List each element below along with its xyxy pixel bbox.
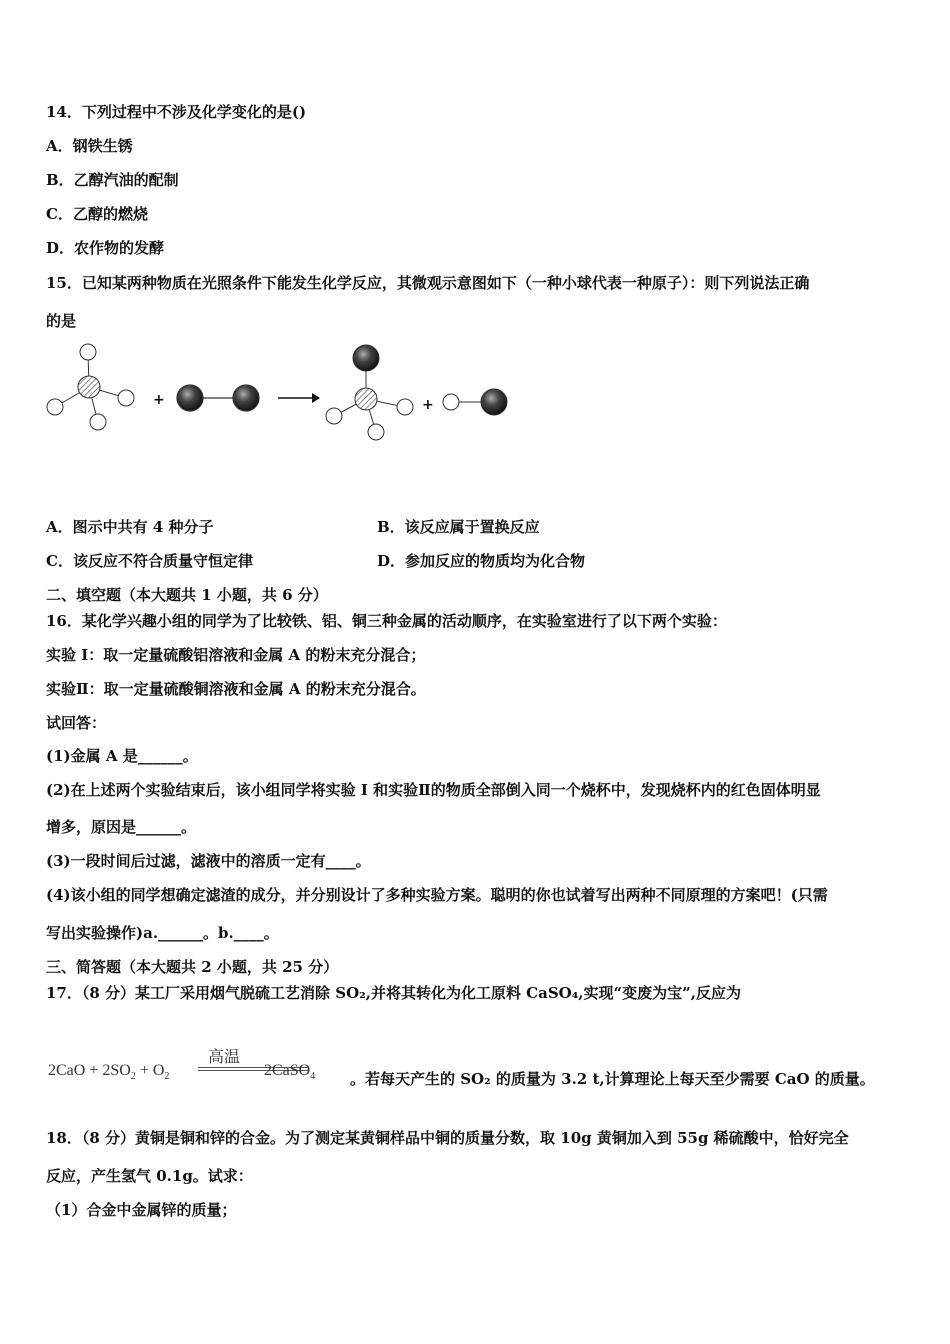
q17-tail: 。若每天产生的 SO₂ 的质量为 3.2 t,计算理论上每天至少需要 CaO 的质量。 (350, 1070, 875, 1088)
reactant-molecule-2 (177, 385, 259, 411)
q16-sub2-line2: 增多，原因是______。 (46, 818, 197, 836)
q16-sub1: (1)金属 A 是______。 (46, 747, 198, 765)
q15-option-d: D．参加反应的物质均为化合物 (377, 552, 586, 570)
q14-option-a: A．钢铁生锈 (46, 137, 133, 155)
q15-option-b: B．该反应属于置换反应 (377, 518, 540, 536)
q16-try: 试回答： (46, 714, 107, 732)
q18-stem-line2: 反应，产生氢气 0.1g。试求： (46, 1167, 253, 1185)
equation-lhs: $2CaO + 2SO_2 + O_2$ (48, 1062, 170, 1083)
reactant-molecule-1 (47, 344, 134, 430)
q17-stem: 17．（8 分）某工厂采用烟气脱硫工艺消除 SO₂,并将其转化为化工原料 CaSO₄,实现“变废为宝”,反应为 (46, 984, 741, 1002)
q15-option-c: C．该反应不符合质量守恒定律 (46, 552, 253, 570)
q14-option-c: C．乙醇的燃烧 (46, 205, 148, 223)
q15-option-a: A．图示中共有 4 种分子 (46, 518, 214, 536)
section3-heading: 三、简答题（本大题共 2 小题，共 25 分） (46, 958, 339, 976)
q16-sub4-line2: 写出实验操作)a.______。b.____。 (46, 924, 279, 942)
reaction-arrow-icon (278, 393, 320, 403)
plus-sign-1: + (153, 392, 165, 408)
q14-option-d: D．农作物的发酵 (46, 239, 165, 257)
reaction-diagram (40, 338, 540, 448)
equation-rhs: 2CaSO$_4$ (264, 1062, 316, 1083)
product-molecule-2 (443, 389, 507, 415)
q16-stem: 16．某化学兴趣小组的同学为了比较铁、铝、铜三种金属的活动顺序，在实验室进行了以下两个实验： (46, 612, 727, 630)
q18-sub1: （1）合金中金属锌的质量； (46, 1201, 237, 1219)
equation-condition: 高温 (208, 1049, 241, 1066)
q18-stem-line1: 18．（8 分）黄铜是铜和锌的合金。为了测定某黄铜样品中铜的质量分数，取 10g 黄铜加入到 55g 稀硫酸中，恰好完全 (46, 1129, 849, 1147)
plus-sign-2: + (422, 397, 434, 413)
q16-exp2: 实验Ⅱ：取一定量硫酸铜溶液和金属 A 的粉末充分混合。 (46, 680, 426, 698)
q16-sub3: (3)一段时间后过滤，滤液中的溶质一定有____。 (46, 852, 371, 870)
q15-stem-line1: 15．已知某两种物质在光照条件下能发生化学反应，其微观示意图如下（一种小球代表一种原子）：则下列说法正确 (46, 274, 810, 292)
q16-exp1: 实验 I：取一定量硫酸铝溶液和金属 A 的粉末充分混合； (46, 646, 426, 664)
q15-stem-line2: 的是 (46, 312, 77, 330)
section2-heading: 二、填空题（本大题共 1 小题，共 6 分） (46, 586, 328, 604)
product-molecule-1 (326, 345, 413, 440)
q14-option-b: B．乙醇汽油的配制 (46, 171, 179, 189)
q16-sub2-line1: (2)在上述两个实验结束后，该小组同学将实验 I 和实验Ⅱ的物质全部倒入同一个烧杯中，发现烧杯内的红色固体明显 (46, 781, 821, 799)
q16-sub4-line1: (4)该小组的同学想确定滤渣的成分，并分别设计了多种实验方案。聪明的你也试着写出两种不同原理的方案吧！(只需 (46, 886, 828, 904)
q14-stem: 14．下列过程中不涉及化学变化的是() (46, 103, 307, 121)
